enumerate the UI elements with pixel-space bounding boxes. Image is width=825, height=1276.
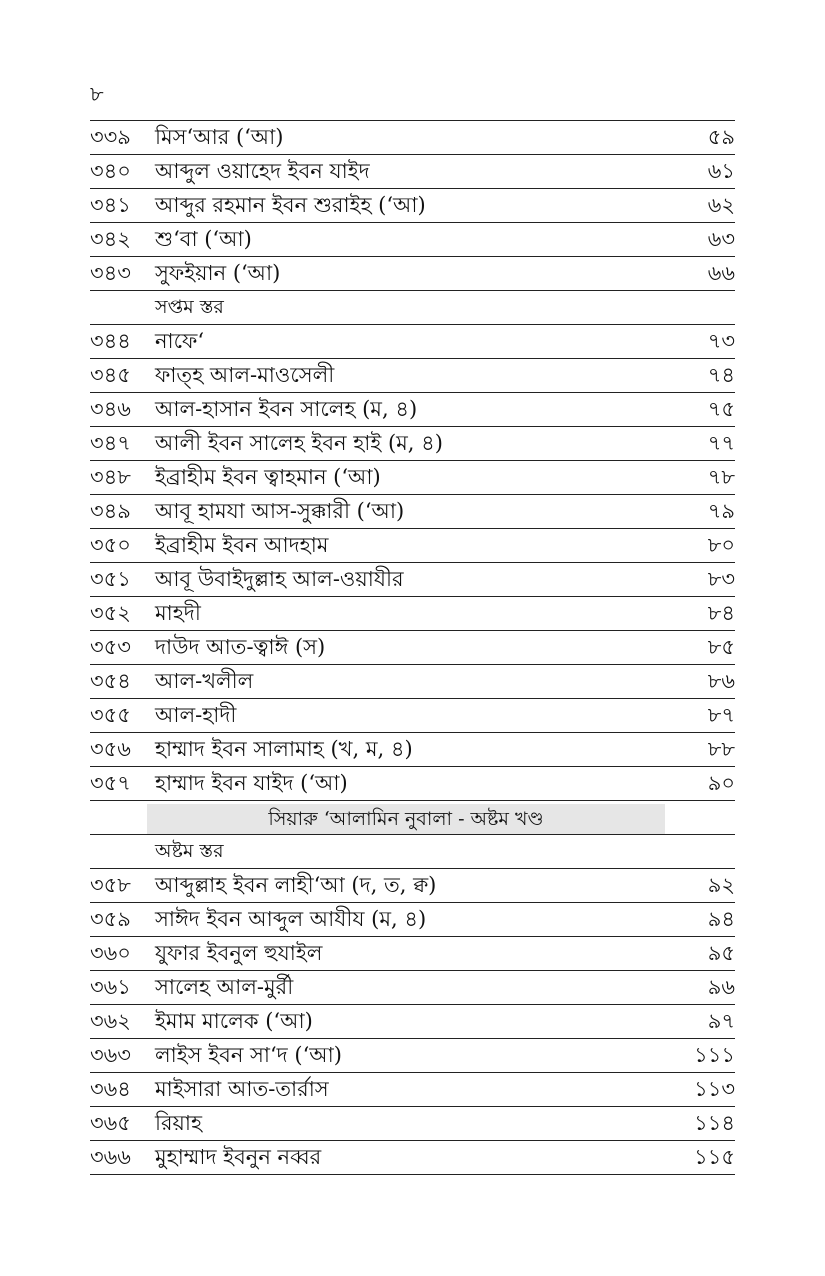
toc-row (90, 665, 735, 699)
toc-row (90, 597, 735, 631)
toc-row (90, 325, 735, 359)
entry-page-number: ১১৫ (694, 1145, 735, 1169)
entry-number: ৩৫২ (90, 601, 131, 625)
entry-title: লাইস ইবন সা‘দ (‘আ) (155, 1043, 342, 1067)
entry-title: সুফইয়ান (‘আ) (155, 261, 281, 285)
entry-title: রিয়াহ (155, 1111, 203, 1135)
toc-row (90, 631, 735, 665)
entry-number: ৩৫৭ (90, 771, 131, 795)
entry-number: ৩৪৪ (90, 329, 131, 353)
toc-row (90, 359, 735, 393)
entry-title: আব্দুল ওয়াহেদ ইবন যাইদ (155, 159, 370, 183)
toc-row (90, 937, 735, 971)
entry-page-number: ৮৬ (707, 669, 735, 693)
entry-page-number: ৮০ (707, 533, 735, 557)
entry-number: ৩৬৩ (90, 1043, 131, 1067)
entry-title: যুফার ইবনুল হুযাইল (155, 941, 323, 965)
entry-page-number: ৯২ (707, 873, 735, 897)
toc-row (90, 1141, 735, 1175)
entry-number: ৩৪৮ (90, 465, 131, 489)
toc-row (90, 1005, 735, 1039)
entry-page-number: ৭৮ (707, 465, 735, 489)
toc-row (90, 257, 735, 291)
toc-row (90, 155, 735, 189)
entry-title: আব্দুর রহমান ইবন শুরাইহ (‘আ) (155, 193, 426, 217)
page-number: ৮ (90, 82, 104, 106)
section-heading-row (90, 835, 735, 869)
entry-number: ৩৫৫ (90, 703, 131, 727)
entry-number: ৩৫৪ (90, 669, 131, 693)
entry-page-number: ৯৫ (707, 941, 735, 965)
entry-page-number: ৮৪ (707, 601, 735, 625)
section-heading: অষ্টম স্তর (155, 840, 224, 862)
entry-page-number: ১১৩ (694, 1077, 735, 1101)
entry-title: ইব্রাহীম ইবন আদহাম (155, 533, 329, 557)
toc-row (90, 733, 735, 767)
entry-page-number: ৭৫ (707, 397, 735, 421)
entry-number: ৩৬৫ (90, 1111, 131, 1135)
entry-title: হাম্মাদ ইবন সালামাহ (খ, ম, ৪) (155, 737, 413, 761)
table-of-contents (90, 120, 735, 1175)
entry-title: সাঈদ ইবন আব্দুল আযীয (ম, ৪) (155, 907, 427, 931)
entry-page-number: ৬৩ (707, 227, 735, 251)
toc-row (90, 461, 735, 495)
entry-number: ৩৪৭ (90, 431, 131, 455)
entry-number: ৩৪৯ (90, 499, 131, 523)
entry-number: ৩৫৩ (90, 635, 131, 659)
entry-title: আল-হাসান ইবন সালেহ (ম, ৪) (155, 397, 418, 421)
entry-page-number: ৯৪ (707, 907, 735, 931)
entry-number: ৩৪০ (90, 159, 131, 183)
toc-row (90, 1107, 735, 1141)
entry-number: ৩৪৫ (90, 363, 131, 387)
entry-page-number: ৯৭ (707, 1009, 735, 1033)
entry-title: ইব্রাহীম ইবন ত্বাহমান (‘আ) (155, 465, 381, 489)
entry-number: ৩৬৪ (90, 1077, 131, 1101)
entry-page-number: ৫৯ (707, 125, 735, 149)
entry-page-number: ৭৯ (707, 499, 735, 523)
volume-divider-row (90, 801, 735, 835)
entry-number: ৩৫০ (90, 533, 131, 557)
toc-row (90, 121, 735, 155)
entry-title: মুহাম্মাদ ইবনুন নব্বর (155, 1145, 322, 1169)
entry-title: নাফে‘ (155, 329, 205, 353)
entry-number: ৩৪৩ (90, 261, 131, 285)
entry-page-number: ৬২ (707, 193, 735, 217)
entry-title: আবূ উবাইদুল্লাহ আল-ওয়াযীর (155, 567, 404, 591)
entry-title: শু‘বা (‘আ) (155, 227, 252, 251)
section-heading-row (90, 291, 735, 325)
toc-row (90, 529, 735, 563)
entry-title: মাহদী (155, 601, 201, 625)
entry-number: ৩৬৬ (90, 1145, 131, 1169)
entry-page-number: ৯০ (707, 771, 735, 795)
entry-number: ৩৪৬ (90, 397, 131, 421)
toc-row (90, 427, 735, 461)
entry-page-number: ১১৪ (694, 1111, 735, 1135)
toc-row (90, 699, 735, 733)
entry-page-number: ৯৬ (707, 975, 735, 999)
entry-title: আল-হাদী (155, 703, 237, 727)
toc-row (90, 1073, 735, 1107)
entry-page-number: ৭৩ (707, 329, 735, 353)
entry-number: ৩৫৮ (90, 873, 131, 897)
entry-title: ফাত্হ আল-মাওসেলী (155, 363, 335, 387)
toc-row (90, 903, 735, 937)
volume-title: সিয়ারু ‘আলামিন নুবালা - অষ্টম খণ্ড (147, 804, 665, 834)
entry-page-number: ৬১ (707, 159, 735, 183)
entry-title: আবূ হামযা আস-সুক্কারী (‘আ) (155, 499, 405, 523)
entry-page-number: ৮৮ (707, 737, 735, 761)
entry-number: ৩৫৯ (90, 907, 131, 931)
entry-title: মিস‘আর (‘আ) (155, 125, 284, 149)
entry-number: ৩৪২ (90, 227, 131, 251)
entry-number: ৩৪১ (90, 193, 131, 217)
entry-title: ইমাম মালেক (‘আ) (155, 1009, 313, 1033)
toc-row (90, 563, 735, 597)
toc-row (90, 1039, 735, 1073)
toc-row (90, 869, 735, 903)
entry-number: ৩৫১ (90, 567, 131, 591)
entry-title: সালেহ আল-মুর্রী (155, 975, 294, 999)
entry-number: ৩৬০ (90, 941, 131, 965)
entry-title: হাম্মাদ ইবন যাইদ (‘আ) (155, 771, 348, 795)
entry-page-number: ১১১ (694, 1043, 735, 1067)
entry-page-number: ৭৭ (707, 431, 735, 455)
entry-page-number: ৮৩ (707, 567, 735, 591)
entry-title: আল-খলীল (155, 669, 254, 693)
toc-row (90, 223, 735, 257)
entry-page-number: ৮৫ (707, 635, 735, 659)
entry-page-number: ৭৪ (707, 363, 735, 387)
toc-row (90, 495, 735, 529)
entry-title: মাইসারা আত-তার্রাস (155, 1077, 329, 1101)
entry-page-number: ৮৭ (707, 703, 735, 727)
entry-title: আব্দুল্লাহ ইবন লাহী‘আ (দ, ত, ক্ব) (155, 873, 437, 897)
entry-title: আলী ইবন সালেহ ইবন হাই (ম, ৪) (155, 431, 443, 455)
toc-row (90, 971, 735, 1005)
entry-number: ৩৫৬ (90, 737, 131, 761)
entry-page-number: ৬৬ (707, 261, 735, 285)
toc-row (90, 189, 735, 223)
toc-row (90, 767, 735, 801)
entry-title: দাউদ আত-ত্বাঈ (স) (155, 635, 326, 659)
entry-number: ৩৬১ (90, 975, 131, 999)
toc-row (90, 393, 735, 427)
entry-number: ৩৩৯ (90, 125, 131, 149)
entry-number: ৩৬২ (90, 1009, 131, 1033)
section-heading: সপ্তম স্তর (155, 296, 224, 318)
